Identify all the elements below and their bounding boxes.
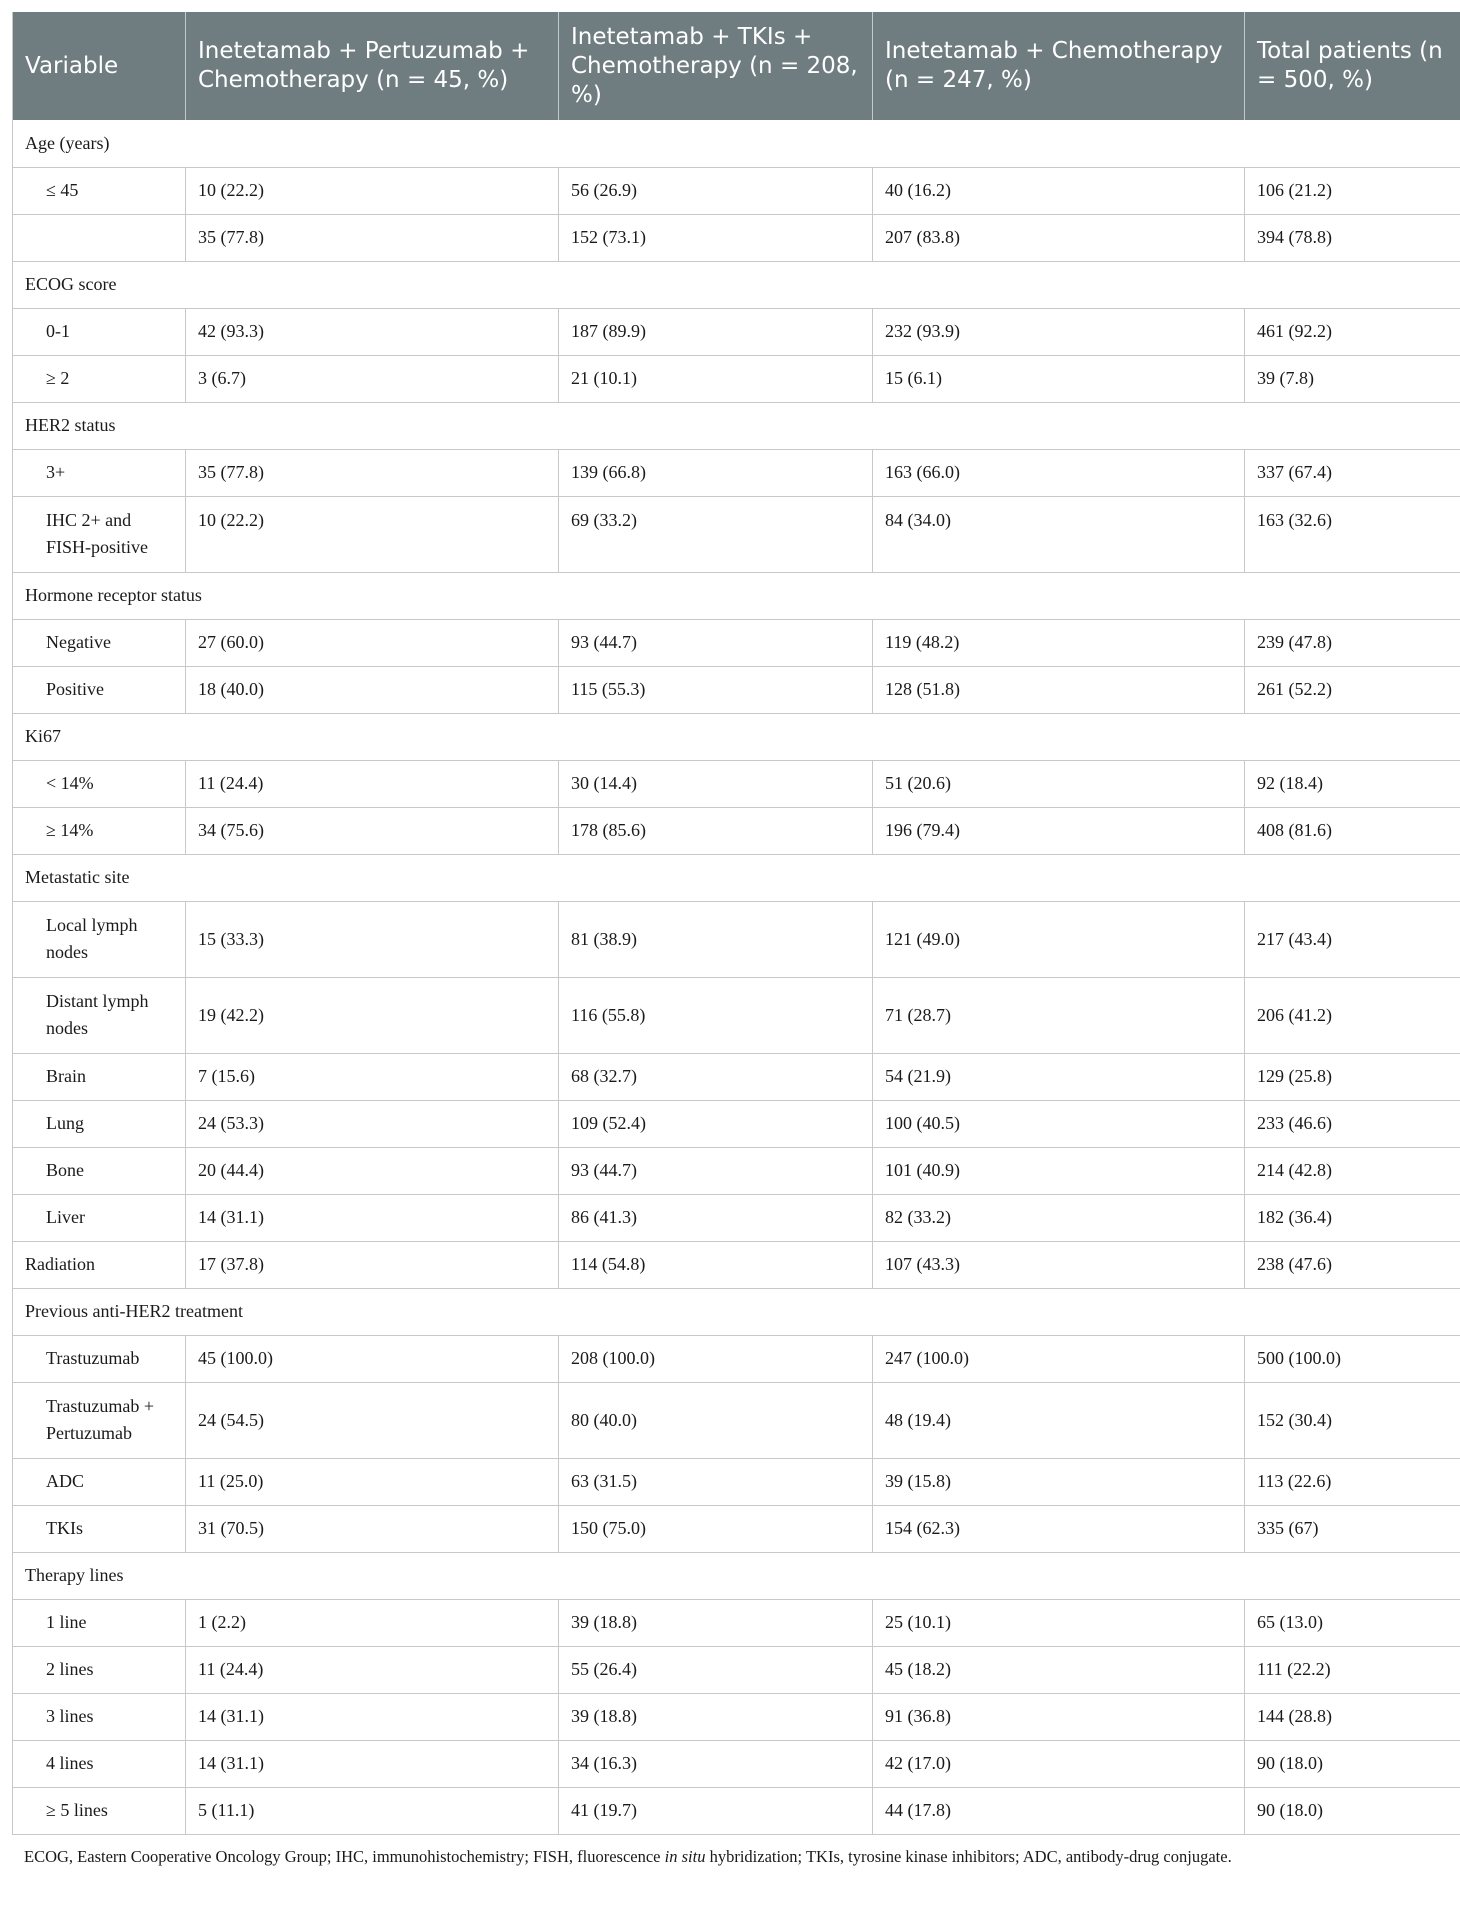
section-label: Ki67 <box>13 713 1460 760</box>
cell-value: 65 (13.0) <box>1245 1599 1460 1646</box>
table-row <box>13 666 1460 713</box>
cell-value: 196 (79.4) <box>873 807 1245 854</box>
cell-value: 10 (22.2) <box>186 496 559 572</box>
row-label: Brain <box>13 1053 186 1100</box>
cell-value: 10 (22.2) <box>186 167 559 214</box>
cell-value: 5 (11.1) <box>186 1787 559 1834</box>
cell-value: 337 (67.4) <box>1245 449 1460 496</box>
section-label: ECOG score <box>13 261 1460 308</box>
row-label: ≥ 14% <box>13 807 186 854</box>
cell-value: 90 (18.0) <box>1245 1740 1460 1787</box>
cell-value: 91 (36.8) <box>873 1693 1245 1740</box>
footnote-text-end: hybridization; TKIs, tyrosine kinase inhibitors; ADC, antibody-drug conjugate. <box>705 1846 1232 1866</box>
cell-value: 84 (34.0) <box>873 496 1245 572</box>
cell-value: 152 (73.1) <box>559 214 873 261</box>
cell-value: 163 (66.0) <box>873 449 1245 496</box>
cell-value: 14 (31.1) <box>186 1740 559 1787</box>
row-label <box>13 214 186 261</box>
section-row <box>13 854 1460 901</box>
header-chemotherapy-group: Inetetamab + Chemotherapy (n = 247, %) <box>873 12 1245 120</box>
table-row <box>13 1505 1460 1552</box>
table-row <box>13 1458 1460 1505</box>
table-row <box>13 1646 1460 1693</box>
cell-value: 39 (15.8) <box>873 1458 1245 1505</box>
cell-value: 206 (41.2) <box>1245 977 1460 1053</box>
cell-value: 31 (70.5) <box>186 1505 559 1552</box>
cell-value: 69 (33.2) <box>559 496 873 572</box>
table-row <box>13 1053 1460 1100</box>
header-pertuzumab-group: Inetetamab + Pertuzumab + Chemotherapy (n = 45, %) <box>186 12 559 120</box>
cell-value: 247 (100.0) <box>873 1335 1245 1382</box>
cell-value: 107 (43.3) <box>873 1241 1245 1288</box>
header-row <box>13 12 1460 120</box>
cell-value: 34 (16.3) <box>559 1740 873 1787</box>
cell-value: 17 (37.8) <box>186 1241 559 1288</box>
row-label: 1 line <box>13 1599 186 1646</box>
cell-value: 93 (44.7) <box>559 1147 873 1194</box>
baseline-characteristics-table <box>12 12 1460 1835</box>
cell-value: 217 (43.4) <box>1245 901 1460 977</box>
section-label: Age (years) <box>13 120 1460 167</box>
cell-value: 182 (36.4) <box>1245 1194 1460 1241</box>
cell-value: 232 (93.9) <box>873 308 1245 355</box>
cell-value: 42 (93.3) <box>186 308 559 355</box>
cell-value: 15 (33.3) <box>186 901 559 977</box>
cell-value: 48 (19.4) <box>873 1382 1245 1458</box>
cell-value: 408 (81.6) <box>1245 807 1460 854</box>
cell-value: 71 (28.7) <box>873 977 1245 1053</box>
cell-value: 54 (21.9) <box>873 1053 1245 1100</box>
cell-value: 81 (38.9) <box>559 901 873 977</box>
cell-value: 152 (30.4) <box>1245 1382 1460 1458</box>
cell-value: 92 (18.4) <box>1245 760 1460 807</box>
header-variable: Variable <box>13 12 186 120</box>
table-row <box>13 355 1460 402</box>
table-row <box>13 308 1460 355</box>
section-row <box>13 713 1460 760</box>
section-row <box>13 1552 1460 1599</box>
cell-value: 11 (24.4) <box>186 1646 559 1693</box>
cell-value: 128 (51.8) <box>873 666 1245 713</box>
table-footnote <box>12 1847 1460 1867</box>
section-label: Therapy lines <box>13 1552 1460 1599</box>
cell-value: 114 (54.8) <box>559 1241 873 1288</box>
row-label: Trastuzumab + Pertuzumab <box>13 1382 186 1458</box>
row-label: ≥ 2 <box>13 355 186 402</box>
row-label: TKIs <box>13 1505 186 1552</box>
cell-value: 109 (52.4) <box>559 1100 873 1147</box>
cell-value: 239 (47.8) <box>1245 619 1460 666</box>
cell-value: 3 (6.7) <box>186 355 559 402</box>
cell-value: 154 (62.3) <box>873 1505 1245 1552</box>
cell-value: 80 (40.0) <box>559 1382 873 1458</box>
table-row <box>13 977 1460 1053</box>
section-row <box>13 402 1460 449</box>
row-label: Distant lymph nodes <box>13 977 186 1053</box>
row-label: 3+ <box>13 449 186 496</box>
row-label: Local lymph nodes <box>13 901 186 977</box>
cell-value: 34 (75.6) <box>186 807 559 854</box>
cell-value: 39 (18.8) <box>559 1599 873 1646</box>
cell-value: 139 (66.8) <box>559 449 873 496</box>
cell-value: 461 (92.2) <box>1245 308 1460 355</box>
cell-value: 93 (44.7) <box>559 619 873 666</box>
cell-value: 21 (10.1) <box>559 355 873 402</box>
table-body <box>13 120 1460 1834</box>
row-label: ≤ 45 <box>13 167 186 214</box>
section-row <box>13 1288 1460 1335</box>
cell-value: 25 (10.1) <box>873 1599 1245 1646</box>
cell-value: 19 (42.2) <box>186 977 559 1053</box>
row-label: 2 lines <box>13 1646 186 1693</box>
cell-value: 27 (60.0) <box>186 619 559 666</box>
row-label: ADC <box>13 1458 186 1505</box>
row-label: 4 lines <box>13 1740 186 1787</box>
cell-value: 261 (52.2) <box>1245 666 1460 713</box>
cell-value: 116 (55.8) <box>559 977 873 1053</box>
row-label: Lung <box>13 1100 186 1147</box>
cell-value: 335 (67) <box>1245 1505 1460 1552</box>
cell-value: 11 (25.0) <box>186 1458 559 1505</box>
cell-value: 45 (18.2) <box>873 1646 1245 1693</box>
row-label: Negative <box>13 619 186 666</box>
cell-value: 150 (75.0) <box>559 1505 873 1552</box>
cell-value: 101 (40.9) <box>873 1147 1245 1194</box>
table-row <box>13 167 1460 214</box>
cell-value: 394 (78.8) <box>1245 214 1460 261</box>
cell-value: 233 (46.6) <box>1245 1100 1460 1147</box>
table-row <box>13 496 1460 572</box>
cell-value: 24 (54.5) <box>186 1382 559 1458</box>
table-row <box>13 1241 1460 1288</box>
table-row <box>13 1100 1460 1147</box>
cell-value: 106 (21.2) <box>1245 167 1460 214</box>
table-container <box>12 12 1460 1867</box>
cell-value: 214 (42.8) <box>1245 1147 1460 1194</box>
cell-value: 11 (24.4) <box>186 760 559 807</box>
row-label: 0-1 <box>13 308 186 355</box>
table-row <box>13 901 1460 977</box>
cell-value: 35 (77.8) <box>186 214 559 261</box>
row-label: 3 lines <box>13 1693 186 1740</box>
table-row <box>13 1693 1460 1740</box>
row-label: Trastuzumab <box>13 1335 186 1382</box>
section-row <box>13 572 1460 619</box>
section-label: Hormone receptor status <box>13 572 1460 619</box>
table-row <box>13 1599 1460 1646</box>
cell-value: 113 (22.6) <box>1245 1458 1460 1505</box>
table-row <box>13 760 1460 807</box>
header-total: Total patients (n = 500, %) <box>1245 12 1460 120</box>
cell-value: 39 (7.8) <box>1245 355 1460 402</box>
cell-value: 51 (20.6) <box>873 760 1245 807</box>
table-row <box>13 449 1460 496</box>
cell-value: 44 (17.8) <box>873 1787 1245 1834</box>
cell-value: 56 (26.9) <box>559 167 873 214</box>
section-label: Metastatic site <box>13 854 1460 901</box>
cell-value: 68 (32.7) <box>559 1053 873 1100</box>
cell-value: 82 (33.2) <box>873 1194 1245 1241</box>
cell-value: 208 (100.0) <box>559 1335 873 1382</box>
cell-value: 500 (100.0) <box>1245 1335 1460 1382</box>
cell-value: 35 (77.8) <box>186 449 559 496</box>
cell-value: 42 (17.0) <box>873 1740 1245 1787</box>
footnote-italic: in situ <box>664 1846 706 1866</box>
cell-value: 121 (49.0) <box>873 901 1245 977</box>
cell-value: 18 (40.0) <box>186 666 559 713</box>
section-label: Previous anti-HER2 treatment <box>13 1288 1460 1335</box>
cell-value: 24 (53.3) <box>186 1100 559 1147</box>
cell-value: 14 (31.1) <box>186 1194 559 1241</box>
row-label: ≥ 5 lines <box>13 1787 186 1834</box>
table-row <box>13 1147 1460 1194</box>
table-row <box>13 619 1460 666</box>
cell-value: 163 (32.6) <box>1245 496 1460 572</box>
cell-value: 55 (26.4) <box>559 1646 873 1693</box>
cell-value: 41 (19.7) <box>559 1787 873 1834</box>
cell-value: 20 (44.4) <box>186 1147 559 1194</box>
row-label: < 14% <box>13 760 186 807</box>
row-label: Positive <box>13 666 186 713</box>
table-row <box>13 1194 1460 1241</box>
cell-value: 86 (41.3) <box>559 1194 873 1241</box>
cell-value: 90 (18.0) <box>1245 1787 1460 1834</box>
row-label: Bone <box>13 1147 186 1194</box>
cell-value: 63 (31.5) <box>559 1458 873 1505</box>
cell-value: 111 (22.2) <box>1245 1646 1460 1693</box>
table-row <box>13 1787 1460 1834</box>
cell-value: 187 (89.9) <box>559 308 873 355</box>
section-label: HER2 status <box>13 402 1460 449</box>
cell-value: 7 (15.6) <box>186 1053 559 1100</box>
cell-value: 1 (2.2) <box>186 1599 559 1646</box>
table-row <box>13 214 1460 261</box>
section-row <box>13 120 1460 167</box>
footnote-text: ECOG, Eastern Cooperative Oncology Group; IHC, immunohistochemistry; FISH, fluorescence <box>24 1846 665 1866</box>
cell-value: 40 (16.2) <box>873 167 1245 214</box>
cell-value: 115 (55.3) <box>559 666 873 713</box>
table-row <box>13 807 1460 854</box>
table-header <box>13 12 1460 120</box>
cell-value: 14 (31.1) <box>186 1693 559 1740</box>
cell-value: 39 (18.8) <box>559 1693 873 1740</box>
table-row <box>13 1335 1460 1382</box>
cell-value: 45 (100.0) <box>186 1335 559 1382</box>
section-row <box>13 261 1460 308</box>
cell-value: 30 (14.4) <box>559 760 873 807</box>
cell-value: 178 (85.6) <box>559 807 873 854</box>
cell-value: 144 (28.8) <box>1245 1693 1460 1740</box>
cell-value: 207 (83.8) <box>873 214 1245 261</box>
cell-value: 100 (40.5) <box>873 1100 1245 1147</box>
row-label: Liver <box>13 1194 186 1241</box>
table-row <box>13 1382 1460 1458</box>
cell-value: 129 (25.8) <box>1245 1053 1460 1100</box>
cell-value: 119 (48.2) <box>873 619 1245 666</box>
row-label: Radiation <box>13 1241 186 1288</box>
cell-value: 15 (6.1) <box>873 355 1245 402</box>
cell-value: 238 (47.6) <box>1245 1241 1460 1288</box>
header-tkis-group: Inetetamab + TKIs + Chemotherapy (n = 208, %) <box>559 12 873 120</box>
row-label: IHC 2+ and FISH-positive <box>13 496 186 572</box>
table-row <box>13 1740 1460 1787</box>
